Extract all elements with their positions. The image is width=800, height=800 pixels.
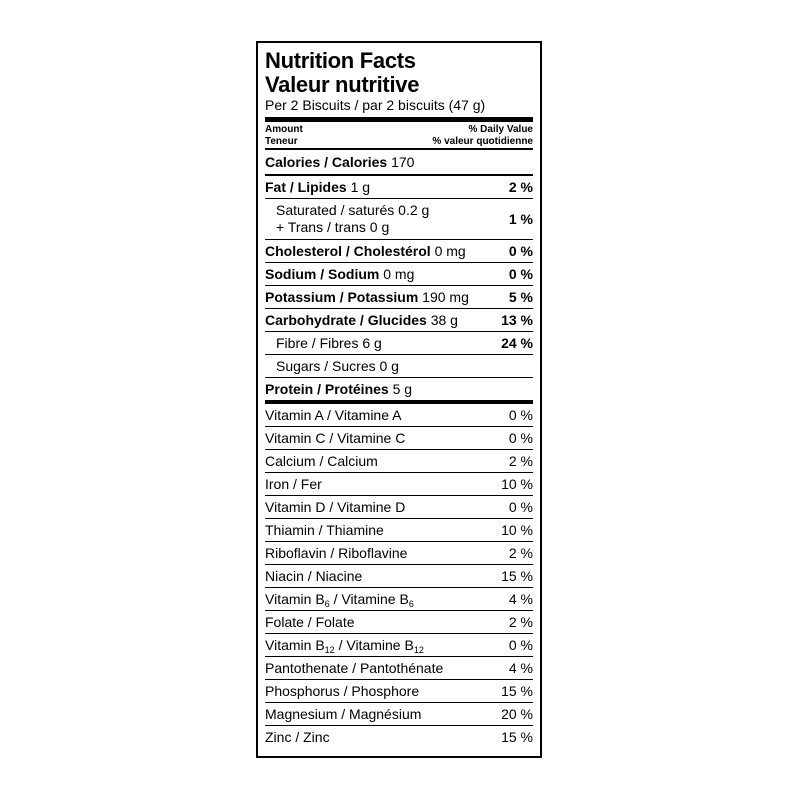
serving-size: Per 2 Biscuits / par 2 biscuits (47 g) — [265, 97, 486, 113]
vitamin-row — [265, 633, 533, 656]
cholesterol-row — [265, 239, 533, 262]
vitamin-dv: 10 % — [501, 476, 533, 492]
vitamin-label: Folate / Folate — [265, 614, 355, 630]
carbohydrate-value: 38 g — [430, 312, 458, 328]
fat-value: 1 g — [350, 179, 371, 195]
saturated-trans-row — [265, 198, 533, 239]
vitamin-dv: 4 % — [508, 660, 533, 676]
vitamin-row — [265, 702, 533, 725]
vitamin-label: Vitamin A / Vitamine A — [265, 407, 402, 423]
protein-row — [265, 377, 533, 400]
vitamin-label: Thiamin / Thiamine — [265, 522, 384, 538]
protein-label: Protein / Protéines — [265, 381, 389, 397]
fibre-dv: 24 % — [501, 335, 533, 351]
carbohydrate-label: Carbohydrate / Glucides — [265, 312, 427, 328]
amount-label-en: Amount — [265, 124, 303, 135]
sodium-value: 0 mg — [383, 266, 415, 282]
vitamin-label: Phosphorus / Phosphore — [265, 683, 420, 699]
vitamin-dv: 15 % — [501, 568, 533, 584]
vitamin-dv: 15 % — [501, 683, 533, 699]
vitamin-row — [265, 679, 533, 702]
cholesterol-value: 0 mg — [434, 243, 466, 259]
vitamin-dv: 10 % — [501, 522, 533, 538]
title-french: Valeur nutritive — [265, 72, 420, 97]
saturated-dv: 1 % — [508, 210, 533, 227]
vitamin-dv: 2 % — [508, 545, 533, 561]
fat-label: Fat / Lipides — [265, 179, 347, 195]
potassium-row — [265, 285, 533, 308]
carbohydrate-dv: 13 % — [501, 312, 533, 328]
vitamin-label: Magnesium / Magnésium — [265, 706, 422, 722]
trans-label: + Trans / trans 0 g — [276, 219, 390, 235]
vitamin-dv: 0 % — [508, 407, 533, 423]
vitamin-label: Niacin / Niacine — [265, 568, 363, 584]
cholesterol-label: Cholesterol / Cholestérol — [265, 243, 431, 259]
vitamin-dv: 0 % — [508, 499, 533, 515]
fat-dv: 2 % — [508, 179, 533, 195]
vitamin-label: Zinc / Zinc — [265, 729, 330, 745]
dv-label-fr: % valeur quotidienne — [432, 136, 533, 147]
vitamin-label: Calcium / Calcium — [265, 453, 378, 469]
vitamin-dv: 0 % — [508, 430, 533, 446]
protein-value: 5 g — [392, 381, 413, 397]
vitamin-label: Iron / Fer — [265, 476, 322, 492]
calories-row — [265, 148, 533, 174]
potassium-label: Potassium / Potassium — [265, 289, 419, 305]
vitamin-dv: 15 % — [501, 729, 533, 745]
vitamin-label: Vitamin D / Vitamine D — [265, 499, 406, 515]
vitamin-row — [265, 587, 533, 610]
vitamin-dv: 0 % — [508, 637, 533, 653]
vitamin-row — [265, 449, 533, 472]
nutrition-facts-label — [256, 41, 542, 758]
vitamin-row — [265, 541, 533, 564]
fibre-row — [265, 331, 533, 354]
vitamin-dv: 4 % — [508, 591, 533, 607]
fibre-label: Fibre / Fibres 6 g — [276, 335, 382, 351]
title-english: Nutrition Facts — [265, 48, 416, 73]
vitamin-row — [265, 656, 533, 679]
saturated-label: Saturated / saturés 0.2 g — [276, 202, 430, 218]
vitamin-dv: 20 % — [501, 706, 533, 722]
vitamin-label: Pantothenate / Pantothénate — [265, 660, 444, 676]
vitamin-label: Vitamin C / Vitamine C — [265, 430, 406, 446]
amount-label-fr: Teneur — [265, 136, 298, 147]
vitamin-row — [265, 426, 533, 449]
calories-value: 170 — [391, 154, 415, 170]
sodium-row — [265, 262, 533, 285]
vitamin-dv: 2 % — [508, 614, 533, 630]
sodium-dv: 0 % — [508, 266, 533, 282]
potassium-value: 190 mg — [422, 289, 469, 305]
dv-label-en: % Daily Value — [468, 124, 533, 135]
vitamin-row — [265, 404, 533, 426]
vitamin-row — [265, 610, 533, 633]
vitamin-row — [265, 518, 533, 541]
vitamin-label: Vitamin $B_{12}$ / Vitamine $B_{12}$ — [265, 637, 424, 655]
vitamin-dv: 2 % — [508, 453, 533, 469]
sodium-label: Sodium / Sodium — [265, 266, 380, 282]
vitamin-label: Vitamin $B_6$ / Vitamine $B_6$ — [265, 591, 414, 609]
potassium-dv: 5 % — [508, 289, 533, 305]
sugars-row — [265, 354, 533, 377]
vitamin-row — [265, 564, 533, 587]
cholesterol-dv: 0 % — [508, 243, 533, 259]
column-header — [265, 122, 533, 148]
sugars-label: Sugars / Sucres 0 g — [276, 358, 399, 374]
vitamin-row — [265, 472, 533, 495]
carbohydrate-row — [265, 308, 533, 331]
fat-row — [265, 174, 533, 198]
vitamin-row — [265, 725, 533, 748]
vitamin-label: Riboflavin / Riboflavine — [265, 545, 408, 561]
vitamin-row — [265, 495, 533, 518]
calories-label: Calories / Calories — [265, 154, 388, 170]
